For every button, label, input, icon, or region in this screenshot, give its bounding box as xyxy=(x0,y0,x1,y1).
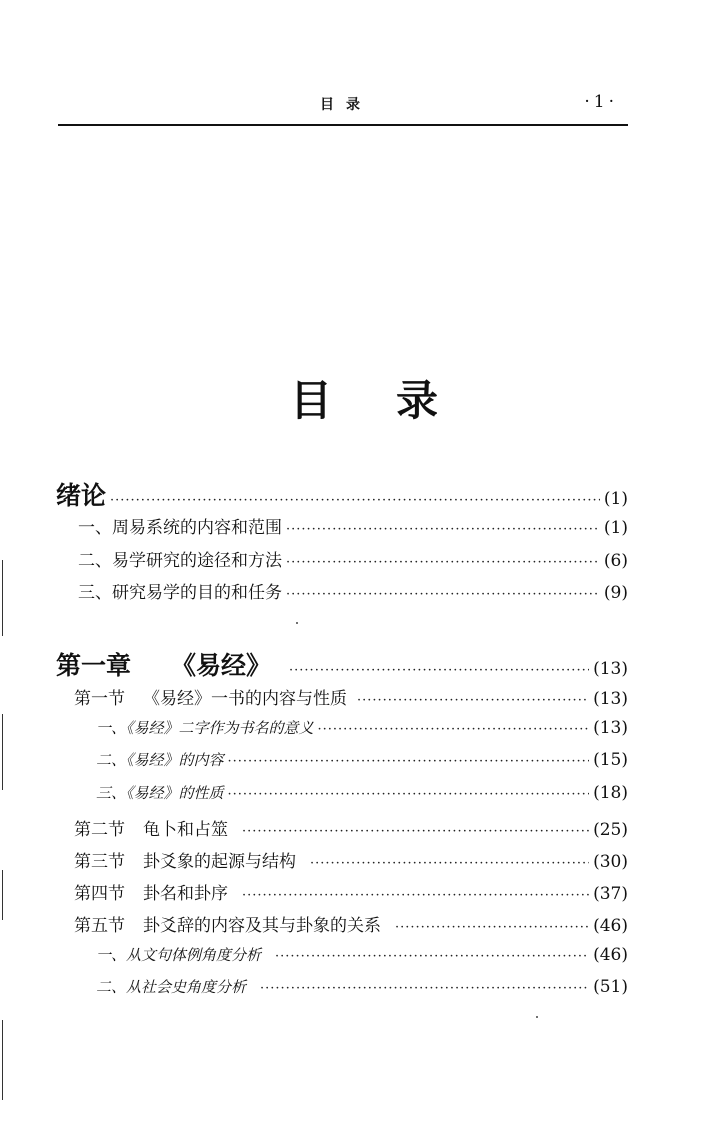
toc-entry-section-1-2 xyxy=(96,749,628,770)
toc-entry-section-1 xyxy=(74,684,628,709)
scan-margin-mark xyxy=(2,870,3,920)
toc-entry-page: (46) xyxy=(593,916,628,936)
running-head xyxy=(58,92,628,122)
section-number: 第三节 xyxy=(74,852,125,872)
section-number: 第五节 xyxy=(74,916,125,936)
toc-entry-page: (18) xyxy=(593,783,628,803)
toc-entry-intro-2 xyxy=(78,546,628,571)
toc-entry-label xyxy=(74,879,228,904)
toc-entry-label: 二、《易经》的内容 xyxy=(96,751,224,769)
toc-entry-section-5-1 xyxy=(96,944,628,965)
section-title: 卦名和卦序 xyxy=(143,884,228,904)
toc-leader-dots xyxy=(110,493,600,508)
toc-leader-dots xyxy=(260,981,589,996)
toc-entry-label: 绪论 xyxy=(56,481,107,510)
scan-margin-mark xyxy=(2,1020,3,1100)
toc-entry-chapter-1 xyxy=(56,646,628,682)
toc-entry-intro-3 xyxy=(78,578,628,603)
toc-entry-label: 一、周易系统的内容和范围 xyxy=(78,518,282,538)
section-title: 《易经》一书的内容与性质 xyxy=(143,689,347,709)
scan-margin-mark xyxy=(2,714,3,790)
toc-entry-page: (46) xyxy=(593,945,628,965)
toc-entry-page: (30) xyxy=(593,852,628,872)
scan-speck xyxy=(536,1016,538,1018)
toc-leader-dots xyxy=(289,663,589,678)
section-number: 第一节 xyxy=(74,689,125,709)
toc-entry-label: 三、《易经》的性质 xyxy=(96,784,224,802)
toc-entry-page: (25) xyxy=(593,820,628,840)
toc-leader-dots xyxy=(286,587,600,602)
toc-leader-dots xyxy=(242,888,589,903)
toc-entry-section-1-1 xyxy=(96,717,628,738)
toc-entry-page: (13) xyxy=(593,659,628,679)
toc-entry-page: (9) xyxy=(603,583,628,603)
toc-leader-dots xyxy=(228,787,590,802)
toc-entry-page: (13) xyxy=(593,718,628,738)
toc-entry-label xyxy=(74,911,381,936)
section-title: 卦爻辞的内容及其与卦象的关系 xyxy=(143,916,381,936)
toc-entry-label: 二、从社会史角度分析 xyxy=(96,978,247,996)
toc-entry-label: 二、易学研究的途径和方法 xyxy=(78,551,282,571)
section-number: 第二节 xyxy=(74,820,125,840)
toc-entry-label xyxy=(74,847,296,872)
chapter-title: 《易经》 xyxy=(171,651,272,680)
toc-entry-section-2 xyxy=(74,815,628,840)
toc-entry-label xyxy=(74,815,228,840)
toc-entry-page: (37) xyxy=(593,884,628,904)
toc-entry-section-1-3 xyxy=(96,782,628,803)
toc-entry-page: (6) xyxy=(603,551,628,571)
toc-leader-dots xyxy=(286,522,600,537)
toc-entry-intro-1 xyxy=(78,513,628,538)
toc-entry-section-5-2 xyxy=(96,976,628,997)
toc-entry-label: 三、研究易学的目的和任务 xyxy=(78,583,282,603)
scan-speck xyxy=(296,622,298,624)
toc-leader-dots xyxy=(228,754,590,769)
toc-entry-page: (15) xyxy=(593,750,628,770)
section-number: 第四节 xyxy=(74,884,125,904)
toc-entry-page: (1) xyxy=(603,489,628,509)
toc-entry-label: 一、从文句体例角度分析 xyxy=(96,946,262,964)
toc-entry-page: (13) xyxy=(593,689,628,709)
running-head-title: 目录 xyxy=(320,97,372,113)
toc-entry-label xyxy=(74,684,347,709)
toc-leader-dots xyxy=(275,949,589,964)
toc-leader-dots xyxy=(357,693,589,708)
toc-entry-intro xyxy=(56,476,628,512)
toc-entry-label: 一、《易经》二字作为书名的意义 xyxy=(96,719,314,737)
toc-entry-section-3 xyxy=(74,847,628,872)
page-title: 目录 xyxy=(289,376,502,425)
toc-entry-page: (51) xyxy=(593,977,628,997)
toc-entry-page: (1) xyxy=(603,518,628,538)
chapter-number: 第一章 xyxy=(56,651,132,680)
toc-leader-dots xyxy=(286,555,600,570)
header-rule xyxy=(58,124,628,126)
section-title: 龟卜和占筮 xyxy=(143,820,228,840)
running-head-page-number: ·1· xyxy=(584,92,618,112)
scan-margin-mark xyxy=(2,560,3,636)
toc-entry-label xyxy=(56,646,271,682)
toc-entry-section-4 xyxy=(74,879,628,904)
toc-leader-dots xyxy=(310,856,589,871)
toc-leader-dots xyxy=(318,722,590,737)
section-title: 卦爻象的起源与结构 xyxy=(143,852,296,872)
toc-entry-section-5 xyxy=(74,911,628,936)
toc-leader-dots xyxy=(395,920,589,935)
toc-leader-dots xyxy=(242,824,589,839)
